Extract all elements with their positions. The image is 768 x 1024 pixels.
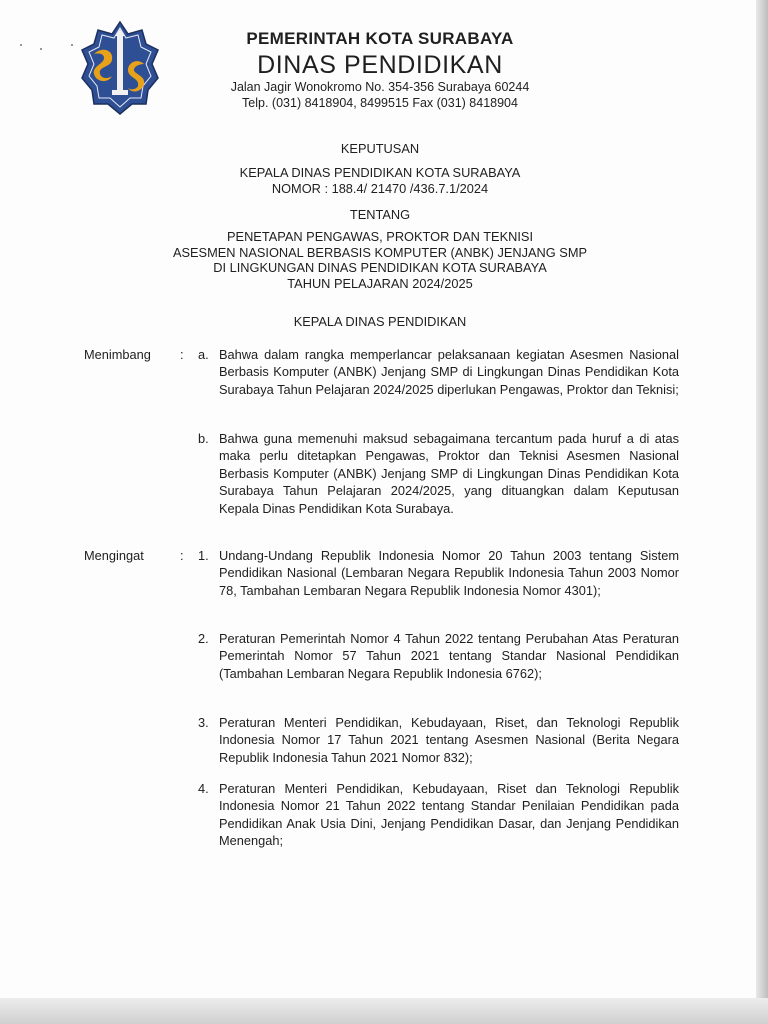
mengingat-item-marker: 1. bbox=[198, 548, 209, 563]
office-phone: Telp. (031) 8418904, 8499515 Fax (031) 8418904 bbox=[242, 96, 518, 110]
mengingat-item-text: Peraturan Menteri Pendidikan, Kebudayaan, Riset, dan Teknologi Republik Indonesia Nomor 17 Tahun 2021 tentang Asesmen Nasional (Berita Negara Republik Indonesia Tahun 2021 Nomor 832); bbox=[219, 715, 679, 765]
mengingat-item-text: Peraturan Pemerintah Nomor 4 Tahun 2022 tentang Perubahan Atas Peraturan Pemerintah Nomor 57 Tahun 2021 tentang Standar Nasional Pendidikan (Tambahan Lembaran Negara Republik Indonesia 6762); bbox=[219, 631, 679, 681]
scan-edge-right bbox=[756, 0, 768, 1024]
mengingat-label: Mengingat bbox=[84, 548, 144, 563]
scan-speck bbox=[71, 44, 73, 46]
decree-signatory: KEPALA DINAS PENDIDIKAN bbox=[293, 314, 467, 329]
scan-speck bbox=[20, 44, 22, 46]
department-name: DINAS PENDIDIKAN bbox=[257, 51, 503, 79]
menimbang-item-marker: b. bbox=[198, 431, 209, 446]
scan-edge-bottom bbox=[0, 998, 768, 1024]
decree-issuer: KEPALA DINAS PENDIDIKAN KOTA SURABAYA bbox=[239, 165, 521, 180]
mengingat-item-marker: 4. bbox=[198, 781, 209, 796]
menimbang-colon: : bbox=[180, 347, 184, 362]
mengingat-item-marker: 3. bbox=[198, 715, 209, 730]
decree-type: KEPUTUSAN bbox=[340, 141, 420, 156]
menimbang-item-marker: a. bbox=[198, 347, 209, 362]
decree-number: NOMOR : 188.4/ 21470 /436.7.1/2024 bbox=[271, 181, 489, 196]
decree-title-line: PENETAPAN PENGAWAS, PROKTOR DAN TEKNISI bbox=[227, 229, 533, 244]
scan-speck bbox=[40, 48, 42, 50]
menimbang-label: Menimbang bbox=[84, 347, 151, 362]
mengingat-colon: : bbox=[180, 548, 184, 563]
decree-title bbox=[100, 229, 660, 291]
government-name: PEMERINTAH KOTA SURABAYA bbox=[246, 29, 514, 48]
mengingat-item-text: Peraturan Menteri Pendidikan, Kebudayaan, Riset dan Teknologi Republik Indonesia Nomor 21 Tahun 2022 tentang Standar Penilaian Pendidikan pada Pendidikan Anak Usia Dini, Jenjang Pendidikan Dasar, dan Jenjang Pendidikan Menengah; bbox=[219, 781, 679, 849]
menimbang-item-text: Bahwa dalam rangka memperlancar pelaksanaan kegiatan Asesmen Nasional Berbasis Komputer (ANBK) Jenjang SMP di Lingkungan Dinas Pendidikan Kota Surabaya Tahun Pelajaran 2024/2025 diperlukan Pengawas, Proktor dan Teknisi; bbox=[219, 347, 679, 397]
surabaya-city-emblem-icon bbox=[80, 20, 160, 116]
office-address: Jalan Jagir Wonokromo No. 354-356 Surabaya 60244 bbox=[230, 80, 530, 94]
decree-title-line: ASESMEN NASIONAL BERBASIS KOMPUTER (ANBK) JENJANG SMP bbox=[172, 244, 588, 260]
decree-title-line: TAHUN PELAJARAN 2024/2025 bbox=[287, 275, 473, 291]
mengingat-item-marker: 2. bbox=[198, 631, 209, 646]
menimbang-item-text: Bahwa guna memenuhi maksud sebagaimana tercantum pada huruf a di atas maka perlu ditetapkan Pengawas, Proktor dan Teknisi Asesmen Nasional Berbasis Komputer (ANBK) Jenjang SMP di Lingkungan Dinas Pendidikan Kota Surabaya Tahun Pelajaran 2024/2025, yang dituangkan dalam Keputusan Kepala Dinas Pendidikan Kota Surabaya. bbox=[219, 431, 679, 516]
mengingat-item-text: Undang-Undang Republik Indonesia Nomor 20 Tahun 2003 tentang Sistem Pendidikan Nasional (Lembaran Negara Republik Indonesia Tahun 2003 Nomor 78, Tambahan Lembaran Negara Republik Indonesia Nomor 4301); bbox=[219, 548, 679, 598]
letterhead bbox=[200, 28, 560, 111]
decree-about-label: TENTANG bbox=[349, 207, 411, 222]
decree-title-line: DI LINGKUNGAN DINAS PENDIDIKAN KOTA SURABAYA bbox=[213, 260, 547, 275]
